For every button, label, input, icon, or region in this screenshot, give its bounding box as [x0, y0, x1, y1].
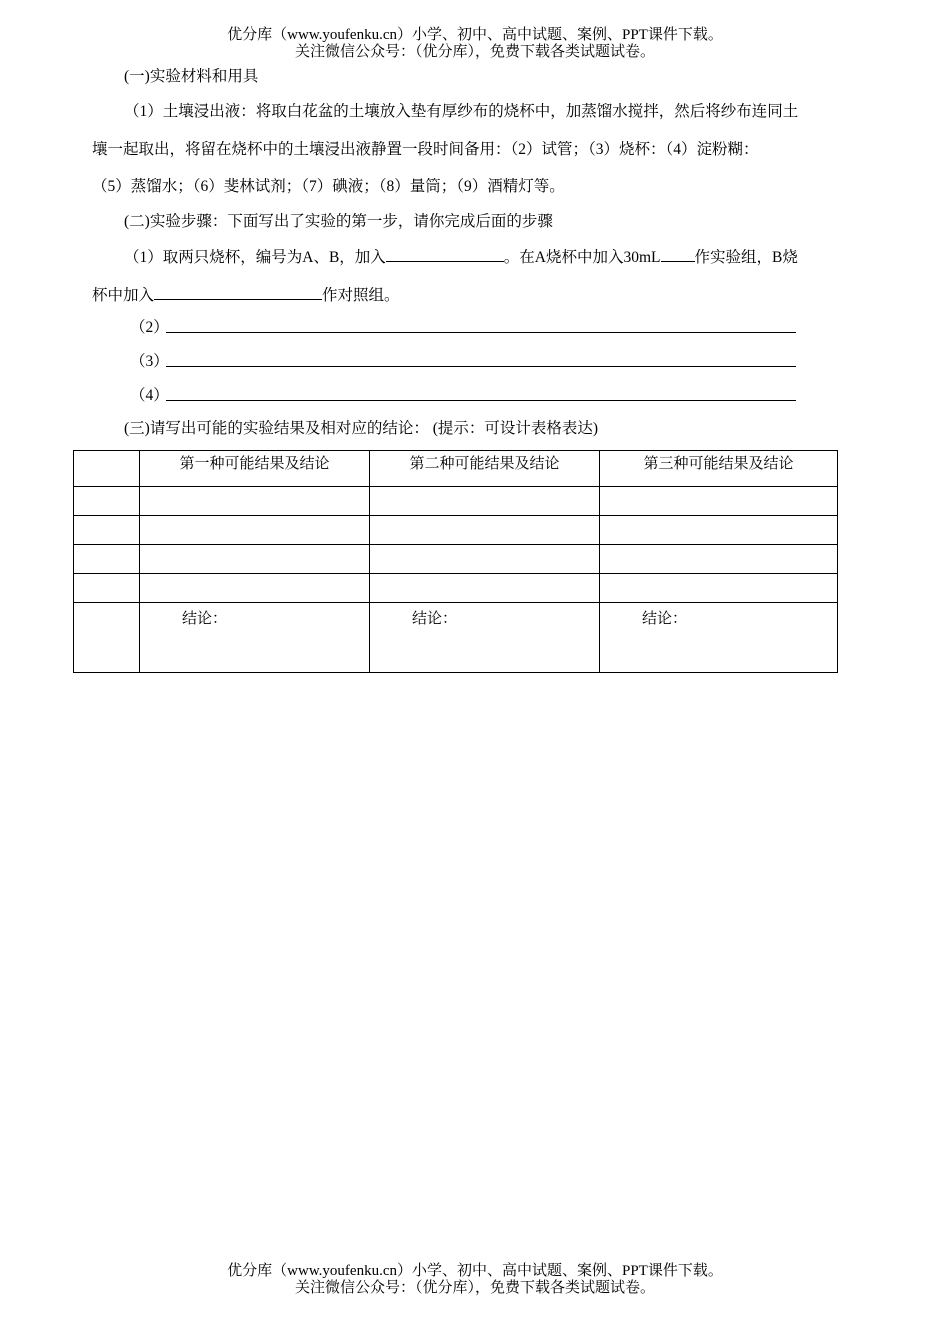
conclusion-cell[interactable]: 结论：: [600, 603, 838, 673]
table-row: [74, 487, 838, 516]
table-cell[interactable]: [600, 545, 838, 574]
step2-label: （2）: [130, 319, 169, 336]
step1-text-b: 。在A烧杯中加入30mL: [503, 249, 661, 266]
step4-label: （4）: [130, 387, 169, 404]
step1-text-c: 作实验组，B烧: [694, 249, 798, 266]
step1-line1: [124, 246, 798, 268]
section3-title: (三)请写出可能的实验结果及相对应的结论： (提示：可设计表格表达): [124, 420, 599, 437]
table-header-cell: 第二种可能结果及结论: [370, 451, 600, 487]
section2-title: (二)实验步骤：下面写出了实验的第一步，请你完成后面的步骤: [124, 213, 553, 230]
table-cell[interactable]: [140, 574, 370, 603]
section1-para-line1: （1）土壤浸出液：将取白花盆的土壤放入垫有厚纱布的烧杯中，加蒸馏水搅拌，然后将纱布连同土: [124, 103, 799, 120]
blank-fill-2[interactable]: [661, 246, 695, 262]
table-cell[interactable]: [600, 574, 838, 603]
blank-fill-1[interactable]: [386, 246, 504, 262]
footer-line-2: 关注微信公众号：（优分库），免费下载各类试题试卷。: [294, 1280, 655, 1296]
conclusion-cell[interactable]: 结论：: [370, 603, 600, 673]
step1-line2: [92, 284, 400, 306]
step1-text-a: （1）取两只烧杯，编号为A、B，加入: [124, 249, 386, 266]
table-row: [74, 545, 838, 574]
table-cell[interactable]: [74, 545, 140, 574]
table-row: [74, 516, 838, 545]
table-header-row: [74, 451, 838, 487]
blank-fill-3[interactable]: [154, 284, 322, 300]
table-cell[interactable]: [140, 516, 370, 545]
footer-line-1: 优分库（www.youfenku.cn）小学、初中、高中试题、案例、PPT课件下载。: [227, 1263, 723, 1279]
table-cell[interactable]: [140, 487, 370, 516]
table-cell[interactable]: [370, 487, 600, 516]
table-header-cell: [74, 451, 140, 487]
table-header-cell: 第一种可能结果及结论: [140, 451, 370, 487]
table-cell[interactable]: [140, 545, 370, 574]
header-line-1: 优分库（www.youfenku.cn）小学、初中、高中试题、案例、PPT课件下载。: [227, 27, 723, 43]
table-cell[interactable]: [370, 545, 600, 574]
section1-para-line3: （5）蒸馏水；（6）斐林试剂；（7）碘液；（8）量筒；（9）酒精灯等。: [92, 178, 565, 195]
table-cell[interactable]: [74, 516, 140, 545]
header-line-2: 关注微信公众号：（优分库），免费下载各类试题试卷。: [294, 44, 655, 60]
table-cell[interactable]: [370, 516, 600, 545]
table-cell[interactable]: [370, 574, 600, 603]
page-header: [0, 27, 950, 61]
step2-answer-line[interactable]: [166, 332, 796, 333]
table-cell[interactable]: [74, 603, 140, 673]
table-cell[interactable]: [74, 487, 140, 516]
page-footer: [0, 1263, 950, 1297]
table-row: [74, 574, 838, 603]
section1-para-line2: 壤一起取出，将留在烧杯中的土壤浸出液静置一段时间备用：（2）试管；（3）烧杯：（4）淀粉糊：: [92, 141, 759, 158]
table-header-cell: 第三种可能结果及结论: [600, 451, 838, 487]
step3-label: （3）: [130, 353, 169, 370]
step1-text-e: 作对照组。: [322, 287, 400, 304]
step1-text-d: 杯中加入: [92, 287, 155, 304]
section1-title: (一)实验材料和用具: [124, 68, 259, 85]
conclusion-cell[interactable]: 结论：: [140, 603, 370, 673]
step3-answer-line[interactable]: [166, 366, 796, 367]
table-conclusion-row: [74, 603, 838, 673]
table-cell[interactable]: [74, 574, 140, 603]
table-cell[interactable]: [600, 487, 838, 516]
results-table: [73, 450, 838, 673]
step4-answer-line[interactable]: [166, 400, 796, 401]
table-cell[interactable]: [600, 516, 838, 545]
